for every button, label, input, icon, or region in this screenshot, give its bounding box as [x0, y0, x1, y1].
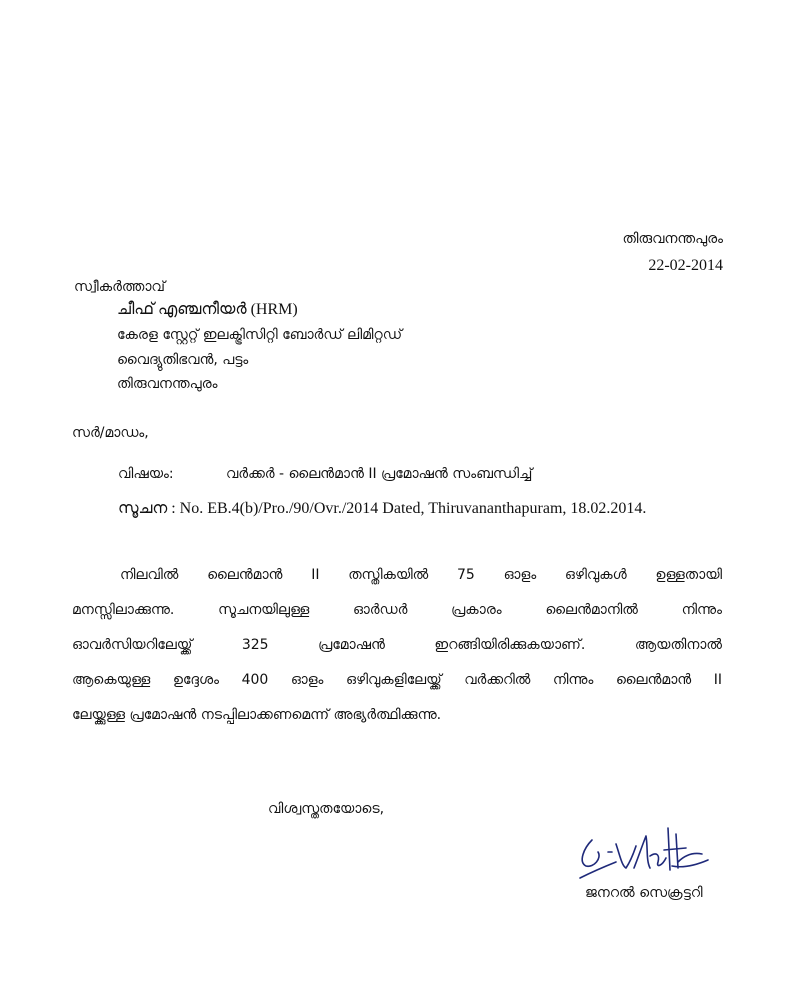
- address-line-2: കേരള സ്റ്റേറ്റ് ഇലക്ട്രിസിറ്റി ബോർഡ് ലിമിറ്റഡ്: [117, 327, 403, 343]
- signatory-title: ജനറൽ സെക്രട്ടറി: [585, 885, 703, 901]
- address-line-4: തിരുവനന്തപുരം: [117, 376, 218, 392]
- recipient-label: സ്വീകർത്താവ്: [74, 279, 165, 295]
- reference-line: സൂചന : No. EB.4(b)/Pro./90/Ovr./2014 Dated, Thiruvananthapuram, 18.02.2014.: [118, 500, 647, 517]
- body-line-1: നിലവിൽ ലൈൻമാൻ II തസ്തികയിൽ 75 ഓളം ഒഴിവുകൾ ഉള്ളതായി: [120, 567, 722, 583]
- subject-text: വർക്കർ - ലൈൻമാൻ II പ്രമോഷൻ സംബന്ധിച്ച്: [226, 466, 533, 482]
- body-line-3: ഓവർസിയറിലേയ്ക്ക് 325 പ്രമോഷൻ ഇറങ്ങിയിരിക്കുകയാണ്. ആയതിനാൽ: [72, 637, 722, 653]
- letter-date: 22-02-2014: [648, 257, 723, 274]
- address-line-1: ചീഫ് എഞ്ചനീയർ (HRM): [117, 301, 298, 318]
- body-line-2: മനസ്സിലാക്കുന്നു. സൂചനയിലുള്ള ഓർഡർ പ്രകാരം ലൈൻമാനിൽ നിന്നും: [72, 602, 722, 618]
- body-line-4: ആകെയുള്ള ഉദ്ദേശം 400 ഓളം ഒഴിവുകളിലേയ്ക്ക് വർക്കറിൽ നിന്നും ലൈൻമാൻ II: [72, 672, 722, 688]
- address-line-3: വൈദ്യുതിഭവൻ, പട്ടം: [117, 352, 249, 368]
- handwritten-signature: [572, 822, 712, 886]
- closing-phrase: വിശ്വസ്തതയോടെ,: [268, 801, 385, 817]
- subject-label: വിഷയം:: [118, 466, 174, 482]
- body-line-5: ലേയ്ക്കുള്ള പ്രമോഷൻ നടപ്പിലാക്കണമെന്ന് അഭ്യർത്ഥിക്കുന്നു.: [72, 707, 442, 723]
- salutation: സർ/മാഡം,: [72, 425, 149, 441]
- place-name: തിരുവനന്തപുരം: [622, 231, 723, 247]
- body-paragraph: [72, 558, 722, 733]
